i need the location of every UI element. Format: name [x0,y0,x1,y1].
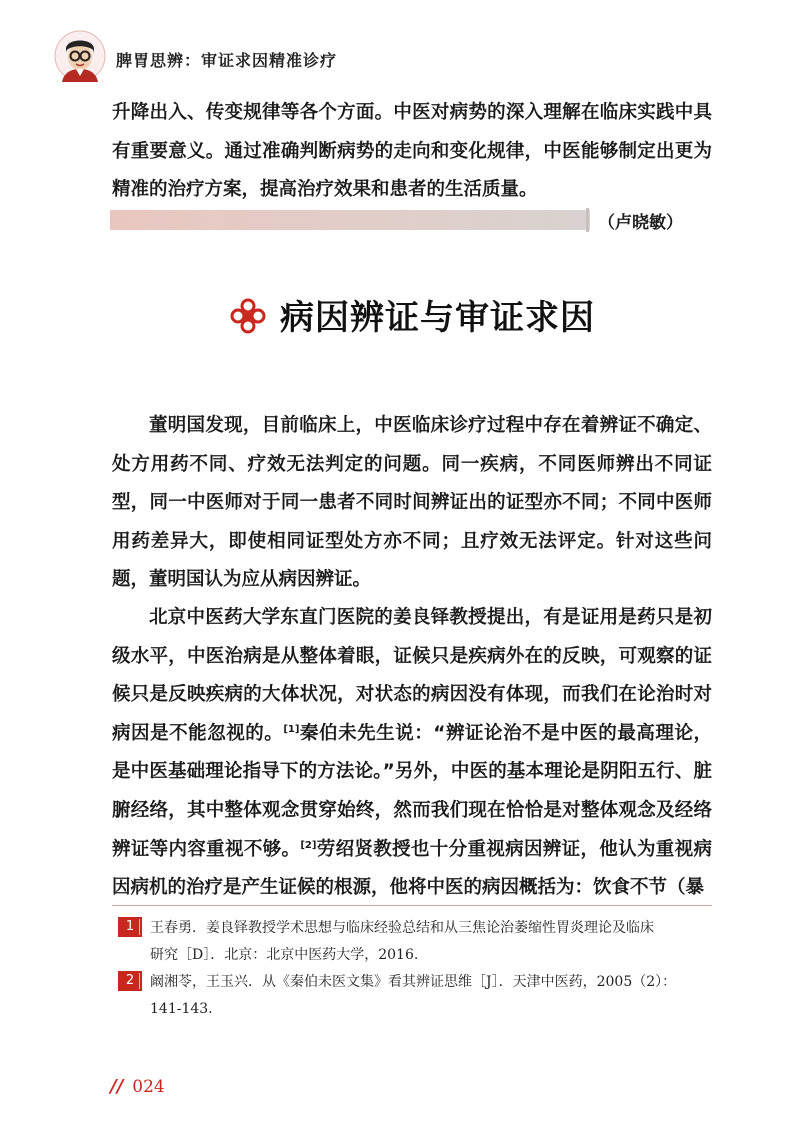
paragraph-2-part-3: 劳绍贤教授也十分重视病因辨证，他认为重视病因病机的治疗是产生证候的根源，他将中医的病因概括为：饮食不节（暴 [112,838,712,899]
footnote-2-line-1: 阚湘苓，王玉兴．从《秦伯未医文集》看其辨证思维［J］．天津中医药，2005（2）： [150,974,677,990]
paragraph-2-part-2: 秦伯未先生说：“辨证论治不是中医的最高理论，是中医基础理论指导下的方法论。”另外，中医的基本理论是阴阳五行、脏腑经络，其中整体观念贯穿始终，然而我们现在恰恰是对整体观念及经络辨证等内容重视不够。 [112,722,712,860]
ornament-icon [228,296,268,336]
folio-mark: // [110,1076,124,1097]
avatar-icon [54,30,106,82]
author-bar-end [586,208,589,232]
intro-paragraph: 升降出入、传变规律等各个方面。中医对病势的深入理解在临床实践中具有重要意义。通过准确判断病势的走向和变化规律，中医能够制定出更为精准的治疗方案，提高治疗效果和患者的生活质量。 [112,102,712,201]
folio-number: 024 [132,1077,165,1097]
citation-ref-2[interactable]: [2] [300,839,317,851]
footnote-1-line-2: 研究［D］．北京：北京中医药大学，2016. [150,947,419,963]
section-heading [228,290,628,346]
footnote-1-line-1: 王春勇．姜良铎教授学术思想与临床经验总结和从三焦论治萎缩性胃炎理论及临床 [150,920,654,936]
footnote-number-badge: 2 [118,971,142,991]
page-number [110,1076,165,1097]
footnote-number-badge: 1 [118,917,142,937]
footnote-divider [112,905,712,906]
author-name: （卢晓敏） [598,213,683,233]
body-paragraph-2 [112,599,712,908]
paragraph-2-part-1: 北京中医药大学东直门医院的姜良铎教授提出，有是证用是药只是初级水平，中医治病是从整体着眼，证候只是疾病外在的反映，可观察的证候只是反映疾病的大体状况，对状态的病因没有体现，而我们在论治时对病因是不能忽视的。 [112,607,712,744]
running-title: 脾胃思辨：审证求因精准诊疗 [116,51,338,70]
author-bar [110,210,590,230]
running-header [54,30,338,82]
section-title: 病因辨证与审证求因 [280,298,595,338]
citation-ref-1[interactable]: [1] [283,723,300,735]
footnote-2-line-2: 141-143. [150,1001,213,1017]
body-paragraph-1: 董明国发现，目前临床上，中医临床诊疗过程中存在着辨证不确定、处方用药不同、疗效无法判定的问题。同一疾病，不同医师辨出不同证型，同一中医师对于同一患者不同时间辨证出的证型亦不同；不同中医师用药差异大，即使相同证型处方亦不同；且疗效无法评定。针对这些问题，董明国认为应从病因辨证。 [112,415,712,591]
